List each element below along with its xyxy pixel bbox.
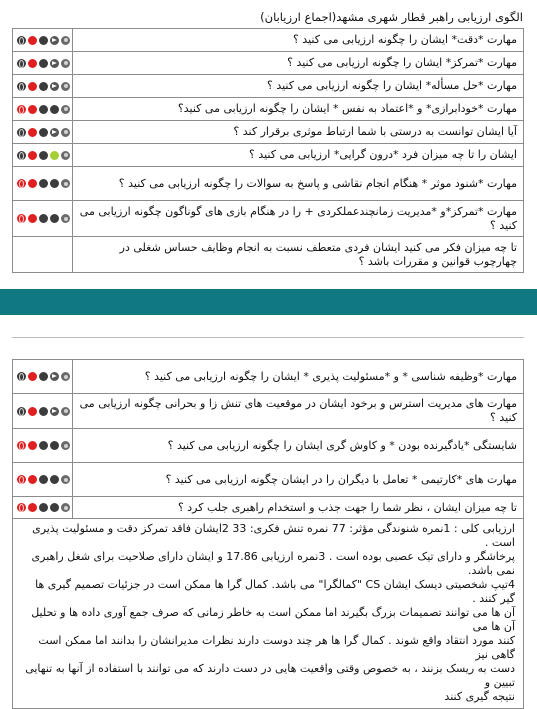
document-title: الگوی ارزیابی راهبر قطار شهری مشهد(اجماع ارزیابان) xyxy=(260,10,523,24)
summary-line: آن ها می توانند تصمیمات بزرگ بگیرند اما ممکن است به خاطر زمانی که صرف جمع آوری داده ها و تحلیل آن ها می xyxy=(31,606,515,633)
question-text: شایستگی *یادگیرنده بودن * و کاوش گری ایشان را چگونه ارزیابی می کنید ؟ xyxy=(73,429,524,463)
red-dot-icon[interactable] xyxy=(28,441,37,450)
assessment-table-1 xyxy=(12,28,524,273)
green-dot-icon[interactable] xyxy=(50,151,59,160)
globe-icon[interactable] xyxy=(17,36,26,45)
dark-dot-icon[interactable] xyxy=(50,475,59,484)
summary-row xyxy=(13,519,524,709)
share-arrow-icon[interactable] xyxy=(50,36,59,45)
circle-icon[interactable] xyxy=(61,214,70,223)
red-dot-icon[interactable] xyxy=(28,128,37,137)
globe-icon[interactable] xyxy=(17,151,26,160)
circle-icon[interactable] xyxy=(61,36,70,45)
dark-dot-icon[interactable] xyxy=(50,503,59,512)
question-row xyxy=(13,29,524,52)
globe-red-icon[interactable] xyxy=(17,503,26,512)
dark-dot-icon[interactable] xyxy=(39,407,48,416)
dark-dot-icon[interactable] xyxy=(39,441,48,450)
dark-dot-icon[interactable] xyxy=(39,128,48,137)
section-divider-band xyxy=(0,289,537,315)
circle-icon[interactable] xyxy=(61,59,70,68)
question-text: مهارت *خودابرازی* و *اعتماد به نفس * ایشان را چگونه ارزیابی می کنید؟ xyxy=(73,98,524,121)
summary-line: کنند مورد انتقاد واقع شوند . کمال گرا ها هر چند دوست دارند نظرات مدیرانشان را بدانند اما ممکن است گاهی نیز xyxy=(38,634,515,661)
dark-dot-icon[interactable] xyxy=(50,105,59,114)
question-row xyxy=(13,201,524,237)
share-arrow-icon[interactable] xyxy=(50,372,59,381)
question-row xyxy=(13,394,524,429)
section-divider-line xyxy=(12,337,524,338)
question-row xyxy=(13,429,524,463)
question-row xyxy=(13,121,524,144)
dark-dot-icon[interactable] xyxy=(50,214,59,223)
globe-red-icon[interactable] xyxy=(17,105,26,114)
dark-dot-icon[interactable] xyxy=(39,105,48,114)
globe-icon[interactable] xyxy=(17,128,26,137)
globe-red-icon[interactable] xyxy=(17,179,26,188)
share-icons-cell xyxy=(13,144,73,167)
share-icons-cell xyxy=(13,121,73,144)
question-text: مهارت های *کارتیمی * تعامل با دیگران را در ایشان چگونه ارزیابی می کنید ؟ xyxy=(73,463,524,497)
question-text: مهارت *شنود موثر * هنگام انجام نقاشی و پاسخ به سوالات را چگونه ارزیابی می کنید ؟ xyxy=(73,167,524,201)
dark-dot-icon[interactable] xyxy=(39,59,48,68)
dark-dot-icon[interactable] xyxy=(39,503,48,512)
globe-icon[interactable] xyxy=(17,407,26,416)
share-icons-cell xyxy=(13,52,73,75)
red-dot-icon[interactable] xyxy=(28,407,37,416)
globe-icon[interactable] xyxy=(17,82,26,91)
red-dot-icon[interactable] xyxy=(28,179,37,188)
summary-line: ارزیابی کلی : 1نمره شنوندگی مؤثر: 77 نمره تنش فکری: 33 2ایشان فاقد تمرکز دقت و مسئولیت پذیری است . xyxy=(32,522,515,549)
question-text: مهارت *تمرکز* ایشان را چگونه ارزیابی می کنید ؟ xyxy=(73,52,524,75)
question-row xyxy=(13,237,524,273)
question-text: تا چه میزان ایشان ، نظر شما را جهت جذب و استخدام راهبری جلب کرد ؟ xyxy=(73,497,524,519)
question-row xyxy=(13,75,524,98)
question-row xyxy=(13,98,524,121)
question-text: مهارت *وظیفه شناسی * و *مسئولیت پذیری * ایشان را چگونه ارزیابی می کنید ؟ xyxy=(73,360,524,394)
share-icons-cell xyxy=(13,167,73,201)
summary-cell xyxy=(13,519,524,709)
globe-red-icon[interactable] xyxy=(17,441,26,450)
share-icons-cell xyxy=(13,497,73,519)
globe-icon[interactable] xyxy=(17,372,26,381)
red-dot-icon[interactable] xyxy=(28,503,37,512)
question-row xyxy=(13,144,524,167)
question-text: ایشان را تا چه میزان فرد *درون گرایی* ارزیابی می کنید ؟ xyxy=(73,144,524,167)
share-arrow-icon[interactable] xyxy=(50,128,59,137)
dark-dot-icon[interactable] xyxy=(39,36,48,45)
assessment-table-2 xyxy=(12,359,524,709)
red-dot-icon[interactable] xyxy=(28,151,37,160)
dark-dot-icon[interactable] xyxy=(39,372,48,381)
question-text: مهارت *حل مسأله* ایشان را چگونه ارزیابی می کنید ؟ xyxy=(73,75,524,98)
circle-icon[interactable] xyxy=(61,503,70,512)
question-row xyxy=(13,167,524,201)
circle-icon[interactable] xyxy=(61,441,70,450)
circle-icon[interactable] xyxy=(61,105,70,114)
globe-red-icon[interactable] xyxy=(17,475,26,484)
circle-icon[interactable] xyxy=(61,82,70,91)
share-icons-cell xyxy=(13,201,73,237)
red-dot-icon[interactable] xyxy=(28,59,37,68)
circle-icon[interactable] xyxy=(61,407,70,416)
share-arrow-icon[interactable] xyxy=(50,82,59,91)
red-dot-icon[interactable] xyxy=(28,475,37,484)
globe-icon[interactable] xyxy=(17,59,26,68)
question-text: آیا ایشان توانست به درستی با شما ارتباط موثری برقرار کند ؟ xyxy=(73,121,524,144)
globe-red-icon[interactable] xyxy=(17,214,26,223)
share-icons-cell xyxy=(13,75,73,98)
question-text: مهارت *تمرکز*و *مدیریت زمانچندعملکردی + را در هنگام بازی های گوناگون چگونه ارزیابی می کنید ؟ xyxy=(73,201,524,237)
share-icons-cell xyxy=(13,29,73,52)
question-text: مهارت *دقت* ایشان را چگونه ارزیابی می کنید ؟ xyxy=(73,29,524,52)
dark-dot-icon[interactable] xyxy=(39,475,48,484)
question-text: مهارت های مدیریت استرس و برخود ایشان در موقعیت های تنش زا و بحرانی چگونه ارزیابی می کنید ؟ xyxy=(73,394,524,429)
dark-dot-icon[interactable] xyxy=(39,151,48,160)
red-dot-icon[interactable] xyxy=(28,372,37,381)
question-row xyxy=(13,360,524,394)
question-row xyxy=(13,52,524,75)
red-dot-icon[interactable] xyxy=(28,214,37,223)
dark-dot-icon[interactable] xyxy=(50,179,59,188)
share-icons-cell xyxy=(13,237,73,273)
circle-icon[interactable] xyxy=(61,128,70,137)
circle-icon[interactable] xyxy=(61,151,70,160)
share-icons-cell xyxy=(13,98,73,121)
summary-line: دست به ریسک بزنند ، به خصوص وقتی واقعیت هایی در دست دارند که می توانند با استفاده از آنها به تنهایی تبیین و xyxy=(25,662,515,689)
dark-dot-icon[interactable] xyxy=(50,441,59,450)
red-dot-icon[interactable] xyxy=(28,82,37,91)
summary-line: نتیجه گیری کنند xyxy=(444,690,515,703)
summary-line: 4تیپ شخصیتی دیسک ایشان CS "کمالگرا" می باشد. کمال گرا ها ممکن است در جزئیات تصمیم گیری ها گیر کنند . xyxy=(35,578,515,605)
circle-icon[interactable] xyxy=(61,372,70,381)
share-arrow-icon[interactable] xyxy=(50,59,59,68)
question-text: تا چه میزان فکر می کنید ایشان فردی متعطف نسبت به انجام وظایف حساس شغلی در چهارچوب قوانین و مقررات باشد ؟ xyxy=(73,237,524,273)
share-arrow-icon[interactable] xyxy=(50,407,59,416)
dark-dot-icon[interactable] xyxy=(39,82,48,91)
question-row xyxy=(13,497,524,519)
share-icons-cell xyxy=(13,394,73,429)
circle-icon[interactable] xyxy=(61,179,70,188)
share-icons-cell xyxy=(13,429,73,463)
dark-dot-icon[interactable] xyxy=(39,179,48,188)
share-icons-cell xyxy=(13,360,73,394)
summary-line: پرخاشگر و دارای تیک عصبی بوده است . 3نمره ارزیابی 17.86 و ایشان دارای صلاحیت برای شغل راهبری نمی باشد. xyxy=(31,550,515,577)
question-row xyxy=(13,463,524,497)
red-dot-icon[interactable] xyxy=(28,105,37,114)
dark-dot-icon[interactable] xyxy=(39,214,48,223)
circle-icon[interactable] xyxy=(61,475,70,484)
share-icons-cell xyxy=(13,463,73,497)
red-dot-icon[interactable] xyxy=(28,36,37,45)
